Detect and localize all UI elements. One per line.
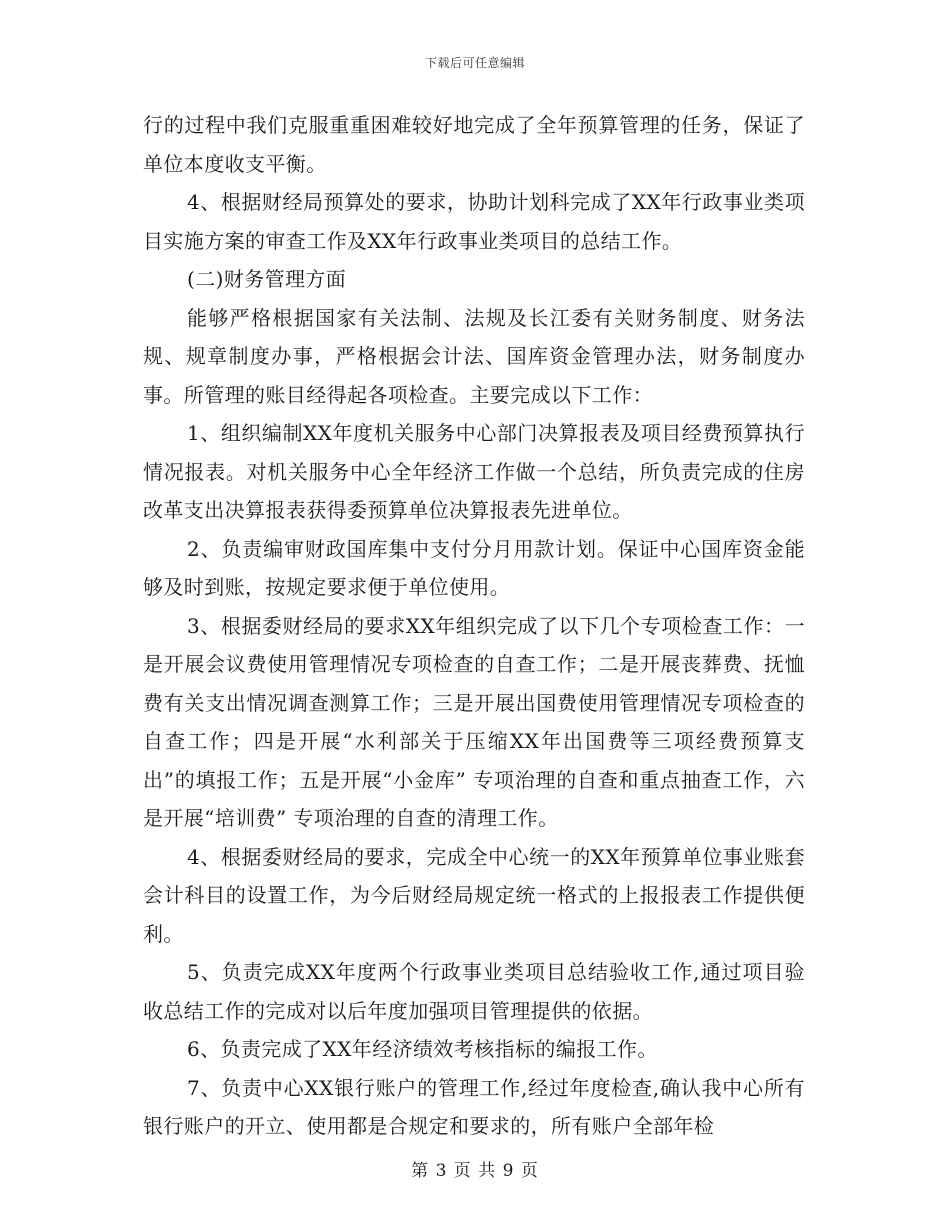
paragraph-intro-financial: 能够严格根据国家有关法制、法规及长江委有关财务制度、财务法规、规章制度办事，严格根据会计法、国库资金管理办法，财务制度办事。所管理的账目经得起各项检查。主要完成以下工作： bbox=[143, 305, 805, 407]
paragraph-item-5: 5、负责完成XX年度两个行政事业类项目总结验收工作,通过项目验收总结工作的完成对以后年度加强项目管理提供的依据。 bbox=[143, 960, 805, 1023]
document-body bbox=[143, 106, 805, 1146]
paragraph-item-1: 1、组织编制XX年度机关服务中心部门决算报表及项目经费预算执行情况报表。对机关服务中心全年经济工作做一个总结，所负责完成的住房改革支出决算报表获得委预算单位决算报表先进单位。 bbox=[143, 421, 805, 522]
paragraph-item-2: 2、负责编审财政国库集中支付分月用款计划。保证中心国库资金能够及时到账，按规定要求便于单位使用。 bbox=[143, 536, 805, 599]
paragraph-continuation: 行的过程中我们克服重重困难较好地完成了全年预算管理的任务，保证了单位本度收支平衡。 bbox=[143, 113, 805, 176]
paragraph-item-6: 6、负责完成了XX年经济绩效考核指标的编报工作。 bbox=[187, 1037, 658, 1061]
section-heading-financial-management: (二)财务管理方面 bbox=[187, 267, 347, 291]
paragraph-item-3: 3、根据委财经局的要求XX年组织完成了以下几个专项检查工作：一是开展会议费使用管理情况专项检查的自查工作；二是开展丧葬费、抚恤费有关支出情况调查测算工作；三是开展出国费使用管理情况专项检查的自查工作；四是开展“水利部关于压缩XX年出国费等三项经费预算支出”的填报工作；五是开展“小金库” 专项治理的自查和重点抽查工作，六是开展“培训费” 专项治理的自查的清理工作。 bbox=[143, 613, 805, 830]
paragraph-item-4: 4、根据委财经局的要求，完成全中心统一的XX年预算单位事业账套会计科目的设置工作，为今后财经局规定统一格式的上报报表工作提供便利。 bbox=[143, 844, 805, 946]
paragraph-item-4-budget: 4、根据财经局预算处的要求，协助计划科完成了XX年行政事业类项目实施方案的审查工作及XX年行政事业类项目的总结工作。 bbox=[143, 190, 805, 253]
page-header-note: 下载后可任意编辑 bbox=[424, 56, 525, 70]
paragraph-item-7: 7、负责中心XX银行账户的管理工作,经过年度检查,确认我中心所有银行账户的开立、使用都是合规定和要求的，所有账户全部年检 bbox=[143, 1075, 805, 1138]
page-footer-number: 第 3 页 共 9 页 bbox=[411, 1161, 539, 1181]
